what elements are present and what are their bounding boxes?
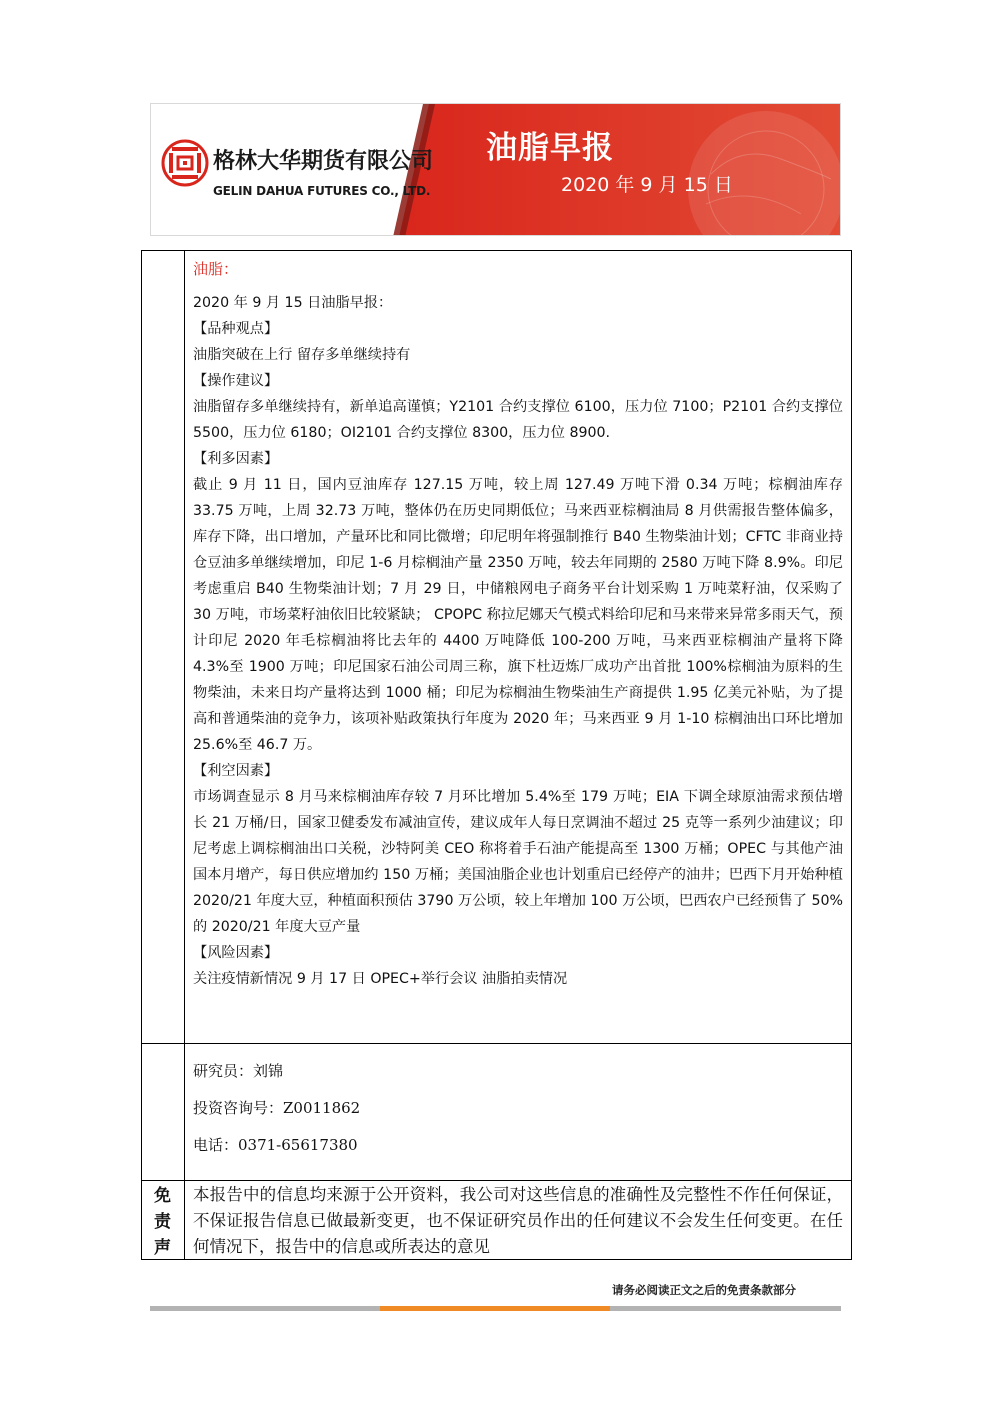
- risk-text: 关注疫情新情况 9 月 17 日 OPEC+举行会议 油脂拍卖情况: [193, 971, 568, 987]
- risk-heading: 【风险因素】: [193, 945, 279, 961]
- view-text: 油脂突破在上行 留存多单继续持有: [193, 347, 411, 363]
- footer-bar-gray: [610, 1306, 841, 1311]
- advice-heading: 【操作建议】: [193, 373, 279, 389]
- bearish-heading: 【利空因素】: [193, 763, 279, 779]
- disclaimer-text: 本报告中的信息均来源于公开资料，我公司对这些信息的准确性及完整性不作任何保证，不保证报告信息已做最新变更，也不保证研究员作出的任何建议不会发生任何变更。在任何情况下，报告中的信息或所表达的意见: [193, 1185, 843, 1256]
- bullish-text: 截止 9 月 11 日，国内豆油库存 127.15 万吨，较上周 127.49 万吨下滑 0.34 万吨；棕榈油库存 33.75 万吨，上周 32.73 万吨，整体仍在历史同期低位；马来西亚棕榈油局 8 月供需报告整体偏多，库存下降，出口增加，产量环比和同比微增；印尼明年将强制推行 B40 生物柴油计划；CFTC 非商业持仓豆油多单继续增加，印尼 1-6 月棕榈油产量 2350 万吨，较去年同期的 2580 万吨下降 8.9%。印尼考虑重启 B40 生物柴油计划；7 月 29 日，中储粮网电子商务平台计划采购 1 万吨菜籽油，仅采购了 30 万吨，市场菜籽油依旧比较紧缺； CPOPC 称拉尼娜天气模式料给印尼和马来带来异常多雨天气，预计印尼 2020 年毛棕榈油将比去年的 4400 万吨降低 100-200 万吨，马来西亚棕榈油产量将下降 4.3%至 1900 万吨；印尼国家石油公司周三称，旗下杜迈炼厂成功产出首批 100%棕榈油为原料的生物柴油，未来日均产量将达到 1000 桶；印尼为棕榈油生物柴油生产商提供 1.95 亿美元补贴，为了提高和普通柴油的竞争力，该项补贴政策执行年度为 2020 年；马来西亚 9 月 1-10 棕榈油出口环比增加 25.6%至 46.7 万。: [193, 477, 843, 753]
- company-name-cn: 格林大华期货有限公司: [213, 149, 434, 174]
- disclaimer-label-char: 责: [154, 1212, 171, 1232]
- license-number: 投资咨询号：Z0011862: [193, 1099, 361, 1117]
- advice-text: 油脂留存多单继续持有，新单追高谨慎；Y2101 合约支撑位 6100，压力位 7100；P2101 合约支撑位 5500，压力位 6180；OI2101 合约支撑位 8300，压力位 8900.: [193, 399, 843, 441]
- company-name-en: GELIN DAHUA FUTURES CO., LTD.: [213, 184, 431, 198]
- footer-bar-orange: [380, 1306, 610, 1311]
- disclaimer-label: [141, 1183, 184, 1261]
- table-column-divider: [184, 250, 185, 1260]
- phone-number: 电话：0371-65617380: [193, 1136, 358, 1154]
- bullish-heading: 【利多因素】: [193, 451, 279, 467]
- table-row-divider: [141, 1043, 852, 1044]
- bearish-text: 市场调查显示 8 月马来棕榈油库存较 7 月环比增加 5.4%至 179 万吨；EIA 下调全球原油需求预估增长 21 万桶/日，国家卫健委发布减油宣传，建议成年人每日烹调油不超过 25 克等一系列少油建议；印尼考虑上调棕榈油出口关税，沙特阿美 CEO 称将着手石油产能提高至 1300 万桶；OPEC 与其他产油国本月增产，每日供应增加约 150 万桶；美国油脂企业也计划重启已经停产的油井；巴西下月开始种植 2020/21 年度大豆，种植面积预估 3790 万公顷，较上年增加 100 万公顷，巴西农户已经预售了 50%的 2020/21 年度大豆产量: [193, 789, 843, 935]
- table-row-divider: [141, 1180, 852, 1181]
- disclaimer-label-char: 声: [154, 1238, 171, 1258]
- report-date: 2020 年 9 月 15 日: [561, 174, 733, 196]
- footer-note: 请务必阅读正文之后的免责条款部分: [612, 1283, 796, 1297]
- researcher-info: [193, 1053, 833, 1164]
- gelin-logo-icon: [161, 139, 209, 187]
- report-title: 油脂早报: [486, 130, 614, 166]
- report-header-banner: [150, 103, 841, 236]
- report-date-line: 2020 年 9 月 15 日油脂早报：: [193, 295, 393, 311]
- footer-bar-gray: [150, 1306, 380, 1311]
- researcher-name: 研究员：刘锦: [193, 1062, 284, 1080]
- disclaimer-label-char: 免: [154, 1186, 171, 1206]
- view-heading: 【品种观点】: [193, 321, 279, 337]
- report-body: [193, 256, 843, 992]
- section-title: 油脂：: [193, 260, 239, 278]
